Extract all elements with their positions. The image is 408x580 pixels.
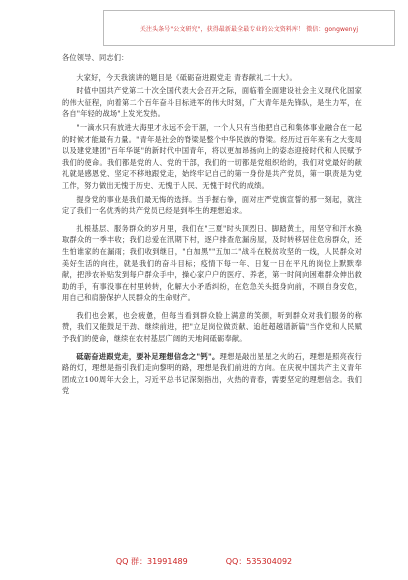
paragraph: 提身党的事业是我们最无悔的选择。当手握右拳，面对庄严党旗宣誓的那一刻起，就注定了我们一名优秀的共产党员已经是到毕生的理想追求。 <box>62 194 362 216</box>
bold-lead: 砥砺奋进跟党走，要补足理想信念之"钙"。 <box>76 351 220 361</box>
paragraph: 时值中国共产党第二十次全国代表大会召开之际，面临着全面建设社会主义现代化国家的伟大征程，向着第二个百年奋斗目标进军的伟大时刻，广大青年是先锋队，是生力军，在各自"年轻的战场"上发光发热。 <box>62 86 362 119</box>
speech-body <box>62 52 362 399</box>
paragraph: 扎根基层、服务群众的岁月里，我们在"三夏"时头顶烈日、脚踏黄土，用坚守和汗水换取群众的一季丰收；我们总爱在汛期下村，逐户排查危漏房屋，及时转移居住危房群众，还生怕谁家的在漏雨；我们收到继日，"白加黑""五加二"战斗在脱贫攻坚的一线，人民群众对美好生活的向往，就是我们的奋斗目标；疫情下每一年、日复一日在平凡的岗位上默默奉献，把涉农补贴发到每户群众手中，操心家户户的医疗、养老，第一时间向困难群众伸出救助的手，有事没事在村里转转，化解大小矛盾纠纷，在危急关头挺身向前，不顾自身安危，用自己和肩膀保护人民群众的生命财产。 <box>62 223 362 303</box>
paragraph-last <box>62 351 362 397</box>
greeting: 各位领导、同志们： <box>62 53 129 62</box>
promo-banner-text: 关注头条号"公文研究"，获得最新最全最专业的公文资料库！ 微信：gongwenyj <box>139 25 359 33</box>
paragraph-text: 理想是敲出星星之火的石，理想是照亮夜行路的灯，理想是指引我们走向黎明的路，理想是我们前进的方向。在庆祝中国共产主义青年团成立100周年大会上，习近平总书记深刻指出，火热的青春，需要坚定的理想信念。我们党 <box>62 351 362 396</box>
paragraph: "一滴水只有放进大海里才永远不会干涸，一个人只有当他把自己和集体事业融合在一起的时候才能最有力量。"青年是社会的脊梁是整个中华民族的脊梁。经历过百年来有之大变局以及建党建团"百年华诞"的新时代中国青年，将以更加昂扬向上的姿态迎接时代和人民赋予我们的使命。我们都是党的人、党的干部，我们的一切都是党组织给的，我们对党最好的献礼就是感恩党、坚定不移地跟党走，始终牢记自己的第一身份是共产党员，第一职责是为党工作，努力做出无愧于历史、无愧于人民、无愧于时代的成绩。 <box>62 122 362 190</box>
qq-group: QQ 群：31991489 <box>115 557 188 566</box>
paragraph: 大家好，今天我演讲的题目是《砥砺奋进跟党走 青春献礼二十大》。 <box>76 72 297 82</box>
promo-banner <box>103 10 395 46</box>
footer <box>0 556 408 567</box>
qq-number: QQ：535304092 <box>225 557 293 566</box>
paragraph: 我们也会累，也会疲惫，但每当看到群众脸上满意的笑颜，听到群众对我们服务的称赞，我们又能鼓足干劲、继续前进，把"立足岗位做贡献、追赶超越谱新篇"当作党和人民赋予我们的使命，继续在农村基层广阔的天地间砥砺奉献。 <box>62 310 362 344</box>
